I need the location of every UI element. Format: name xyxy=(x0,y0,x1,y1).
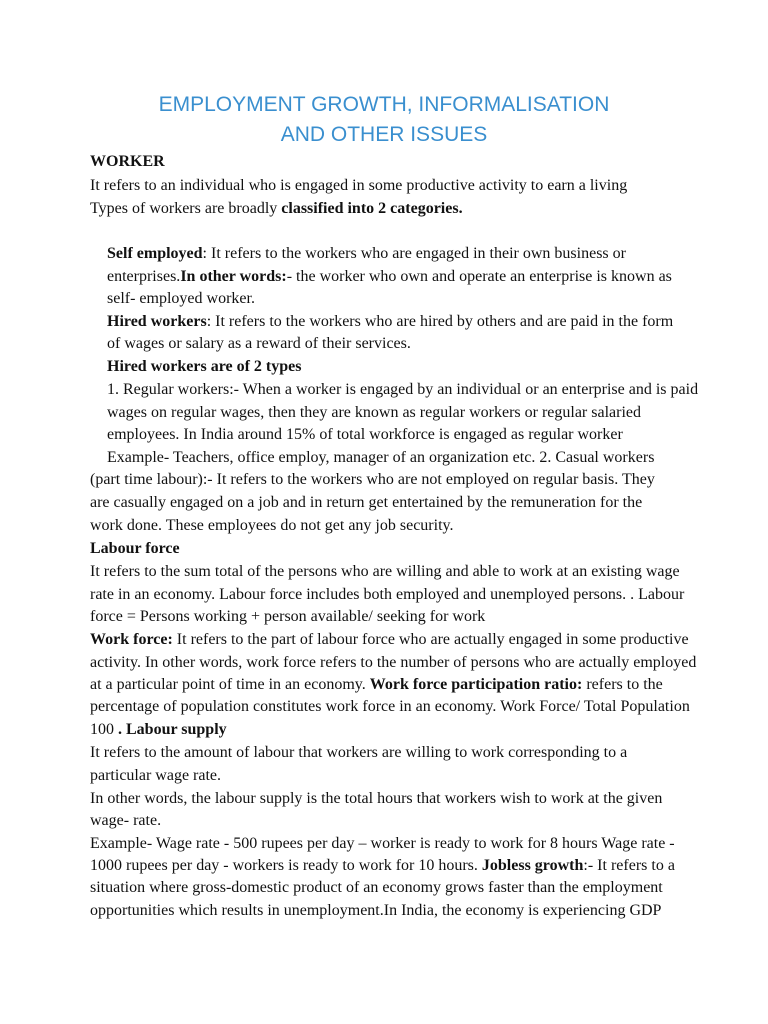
bold-text-segment: Work force: xyxy=(90,631,173,648)
text-segment: activity. In other words, work force refers to the number of persons who are actually employed xyxy=(90,654,697,671)
text-line xyxy=(90,176,627,196)
text-segment: rate in an economy. Labour force includes both employed and unemployed persons. . Labour xyxy=(90,586,685,603)
text-line xyxy=(90,743,627,763)
text-segment: Example- Teachers, office employ, manager of an organization etc. 2. Casual workers xyxy=(107,449,655,466)
text-line xyxy=(107,380,698,400)
text-segment: wage- rate. xyxy=(90,812,162,829)
page-title-line-1: EMPLOYMENT GROWTH, INFORMALISATION xyxy=(158,93,610,116)
text-segment: situation where gross-domestic product of an economy grows faster than the employment xyxy=(90,879,663,896)
text-segment: (part time labour):- It refers to the workers who are not employed on regular basis. They xyxy=(90,471,655,488)
text-line xyxy=(107,267,672,287)
text-line xyxy=(90,653,696,673)
text-line xyxy=(90,811,161,831)
text-segment: percentage of population constitutes work force in an economy. Work Force/ Total Population xyxy=(90,698,690,715)
text-line xyxy=(107,448,654,468)
text-segment: particular wage rate. xyxy=(90,767,222,784)
text-line xyxy=(90,562,680,582)
text-segment: enterprises. xyxy=(107,268,181,285)
bold-text-segment: classified into 2 categories. xyxy=(281,200,463,217)
bold-text-segment: In other words: xyxy=(180,268,287,285)
text-line xyxy=(107,289,255,309)
text-line xyxy=(90,720,227,740)
text-line xyxy=(90,607,485,627)
text-line xyxy=(107,312,673,332)
text-line xyxy=(90,675,663,695)
text-segment: It refers to the amount of labour that workers are willing to work corresponding to a xyxy=(90,744,628,761)
text-line xyxy=(107,244,626,264)
bold-text-segment: Self employed xyxy=(107,245,203,262)
text-line xyxy=(90,493,642,513)
text-segment: 1. Regular workers:- When a worker is engaged by an individual or an enterprise and is paid xyxy=(107,381,699,398)
text-segment: employees. In India around 15% of total workforce is engaged as regular worker xyxy=(107,426,623,443)
text-line xyxy=(90,516,453,536)
text-line xyxy=(90,878,663,898)
text-line xyxy=(90,470,655,490)
bold-text-segment: Labour force xyxy=(90,540,180,557)
text-segment: - the worker who own and operate an enterprise is known as xyxy=(286,268,672,285)
text-segment: self- employed worker. xyxy=(107,290,255,307)
text-segment: : It refers to the workers who are engaged in their own business or xyxy=(202,245,626,262)
page-title-line-2: AND OTHER ISSUES xyxy=(280,123,488,146)
text-segment: : It refers to the workers who are hired by others and are paid in the form xyxy=(206,313,674,330)
text-segment: In other words, the labour supply is the total hours that workers wish to work at the given xyxy=(90,790,663,807)
text-segment: 100 xyxy=(90,721,118,738)
text-line xyxy=(90,585,684,605)
bold-text-segment: Hired workers xyxy=(107,313,207,330)
text-segment: wages on regular wages, then they are known as regular workers or regular salaried xyxy=(107,404,642,421)
text-line xyxy=(90,766,221,786)
bold-text-segment: Work force participation ratio: xyxy=(369,676,583,693)
text-segment: Example- Wage rate - 500 rupees per day – worker is ready to work for 8 hours Wage rate - xyxy=(90,835,675,852)
text-line xyxy=(90,199,463,219)
text-line xyxy=(107,403,641,423)
text-line xyxy=(90,901,661,921)
text-line xyxy=(90,152,165,172)
text-segment: :- It refers to a xyxy=(583,857,675,874)
bold-text-segment: Hired workers are of 2 types xyxy=(107,358,302,375)
text-line xyxy=(90,539,180,559)
text-line xyxy=(90,856,675,876)
text-line xyxy=(107,425,623,445)
text-segment: 1000 rupees per day - workers is ready to work for 10 hours. xyxy=(90,857,482,874)
text-line xyxy=(90,834,675,854)
text-segment: of wages or salary as a reward of their services. xyxy=(107,335,411,352)
text-segment: refers to the xyxy=(582,676,663,693)
text-segment: Types of workers are broadly xyxy=(90,200,282,217)
text-segment: at a particular point of time in an economy. xyxy=(90,676,370,693)
text-segment: It refers to an individual who is engaged in some productive activity to earn a living xyxy=(90,177,628,194)
bold-text-segment: . Labour supply xyxy=(118,721,227,738)
text-segment: It refers to the part of labour force who are actually engaged in some productive xyxy=(172,631,689,648)
text-segment: are casually engaged on a job and in return get entertained by the remuneration for the xyxy=(90,494,643,511)
text-segment: It refers to the sum total of the persons who are willing and able to work at an existing wage xyxy=(90,563,680,580)
text-segment: work done. These employees do not get any job security. xyxy=(90,517,454,534)
text-segment: force = Persons working + person available/ seeking for work xyxy=(90,608,486,625)
text-line xyxy=(90,789,662,809)
text-line xyxy=(90,630,689,650)
text-line xyxy=(90,697,690,717)
text-line xyxy=(107,357,301,377)
bold-text-segment: Jobless growth xyxy=(481,857,584,874)
text-segment: opportunities which results in unemployment.In India, the economy is experiencing GDP xyxy=(90,902,662,919)
bold-text-segment: WORKER xyxy=(90,153,165,170)
text-line xyxy=(107,334,411,354)
